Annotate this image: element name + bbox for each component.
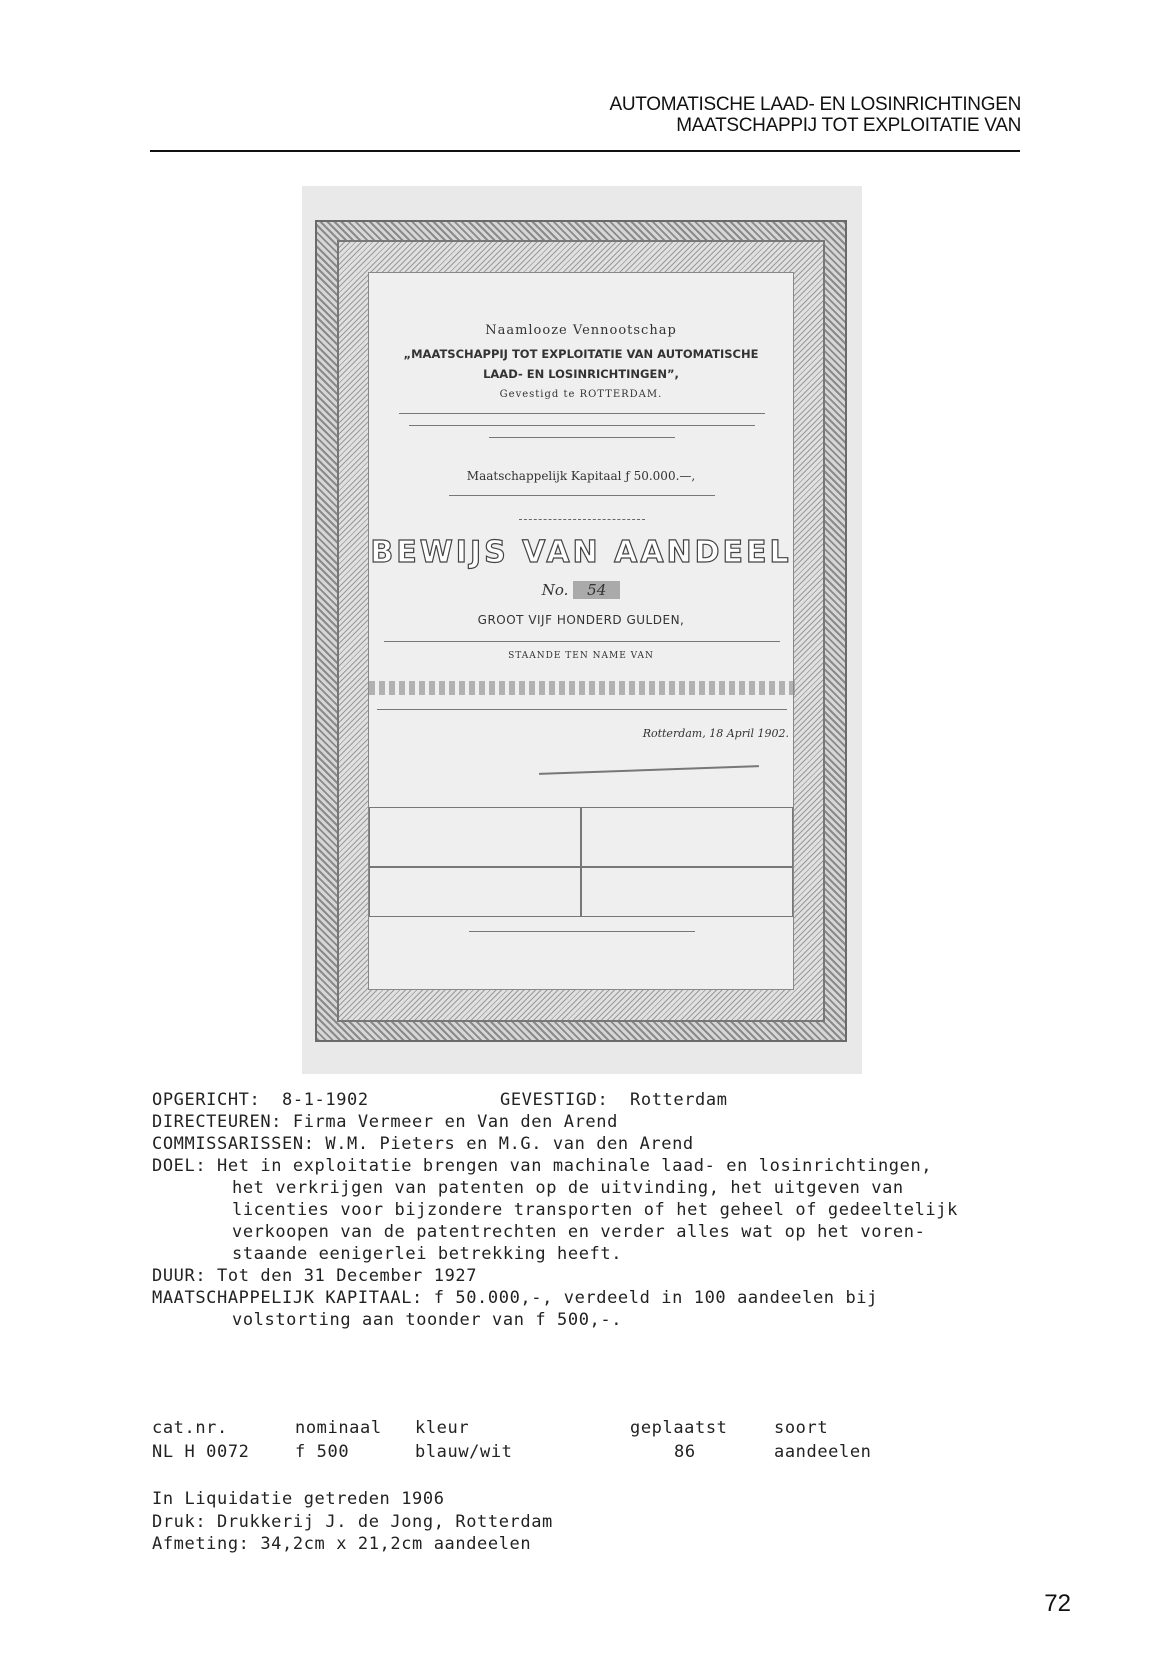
details-duur-row	[152, 1265, 477, 1287]
certificate-payment-box	[369, 807, 581, 867]
certificate-title: BEWIJS VAN AANDEEL	[370, 535, 792, 570]
table-header-nominaal: nominaal	[295, 1418, 382, 1438]
certificate-payment-box	[581, 867, 793, 917]
certificate-fine-print	[377, 709, 787, 710]
opgericht-value: 8-1-1902	[282, 1090, 369, 1110]
kapitaal-line-1: f 50.000,-, verdeeld in 100 aandeelen bij	[433, 1288, 878, 1308]
certificate-number: 54	[573, 581, 620, 599]
table-cell-soort: aandeelen	[774, 1442, 872, 1462]
details-opgericht-row	[152, 1089, 369, 1111]
certificate-fine-print	[384, 641, 780, 642]
certificate-fine-print	[399, 413, 765, 414]
table-header-catnr: cat.nr.	[152, 1418, 228, 1438]
details-doel-line-5	[152, 1243, 622, 1265]
footer-notes	[152, 1488, 553, 1556]
table-header-geplaatst: geplaatst	[630, 1418, 728, 1438]
opgericht-label: OPGERICHT:	[152, 1090, 261, 1110]
details-gevestigd-row	[500, 1089, 728, 1111]
kapitaal-label: MAATSCHAPPELIJK KAPITAAL:	[152, 1288, 423, 1308]
certificate-payment-box	[581, 807, 793, 867]
directeuren-value: Firma Vermeer en Van den Arend	[292, 1112, 618, 1132]
doel-line-2: het verkrijgen van patenten op de uitvinding, het uitgeven van	[232, 1178, 904, 1198]
gevestigd-label: GEVESTIGD:	[500, 1090, 609, 1110]
table-header-soort: soort	[774, 1418, 829, 1438]
details-doel-line-3	[152, 1199, 958, 1221]
doel-line-3: licenties voor bijzondere transporten of het geheel of gedeeltelijk	[232, 1200, 958, 1220]
table-cell-nominaal: f 500	[295, 1442, 350, 1462]
certificate-company-type: Naamlooze Vennootschap	[485, 323, 677, 338]
footer-liquidatie: In Liquidatie getreden 1906	[152, 1489, 445, 1509]
footer-druk: Druk: Drukkerij J. de Jong, Rotterdam	[152, 1511, 553, 1532]
details-doel-line-4	[152, 1221, 925, 1243]
doel-line-4: verkoopen van de patentrechten en verder alles wat op het voren-	[232, 1222, 926, 1242]
certificate-holder-label: STAANDE TEN NAME VAN	[508, 651, 654, 661]
details-doel-line-2	[152, 1177, 904, 1199]
certificate-signature	[539, 765, 759, 775]
directeuren-label: DIRECTEUREN:	[152, 1112, 283, 1132]
certificate-fine-print	[469, 931, 695, 932]
page-header	[609, 94, 1021, 136]
certificate-company-name-2: LAAD- EN LOSINRICHTINGEN”,	[483, 367, 679, 381]
details-commissarissen-row	[152, 1133, 694, 1155]
duur-label: DUUR:	[152, 1266, 207, 1286]
doel-label: DOEL:	[152, 1156, 207, 1176]
certificate-fine-print	[409, 425, 755, 426]
details-doel-row	[152, 1155, 932, 1177]
page-number: 72	[1044, 1590, 1071, 1617]
certificate-body	[368, 272, 794, 990]
commissarissen-label: COMMISSARISSEN:	[152, 1134, 315, 1154]
header-line-2: MAATSCHAPPIJ TOT EXPLOITATIE VAN	[676, 115, 1021, 136]
certificate-number-row	[369, 581, 793, 599]
footer-afmeting: Afmeting: 34,2cm x 21,2cm aandeelen	[152, 1534, 532, 1554]
header-line-1: AUTOMATISCHE LAAD- EN LOSINRICHTINGEN	[609, 94, 1021, 115]
certificate-payment-box	[369, 867, 581, 917]
certificate-amount: GROOT VIJF HONDERD GULDEN,	[477, 613, 685, 627]
certificate-number-label: No.	[541, 581, 569, 599]
certificate-holder-name-handwriting	[369, 681, 795, 695]
header-rule	[150, 150, 1020, 152]
certificate-established: Gevestigd te ROTTERDAM.	[499, 389, 663, 400]
details-kapitaal-line-2	[152, 1309, 622, 1331]
kapitaal-line-2: volstorting aan toonder van f 500,-.	[232, 1310, 623, 1330]
certificate-fine-print	[489, 437, 675, 438]
details-directeuren-row	[152, 1111, 618, 1133]
commissarissen-value: W.M. Pieters en M.G. van den Arend	[325, 1134, 694, 1154]
table-header-kleur: kleur	[415, 1418, 470, 1438]
gevestigd-value: Rotterdam	[630, 1090, 728, 1110]
table-cell-geplaatst: 86	[674, 1442, 696, 1462]
doel-line-5: staande eenigerlei betrekking heeft.	[232, 1244, 623, 1264]
certificate-ornament	[519, 519, 645, 520]
duur-value: Tot den 31 December 1927	[217, 1266, 478, 1286]
table-cell-kleur: blauw/wit	[415, 1442, 513, 1462]
details-kapitaal-row	[152, 1287, 878, 1309]
certificate-place-date: Rotterdam, 18 April 1902.	[642, 727, 789, 740]
certificate-fine-print	[449, 495, 715, 496]
doel-line-1: Het in exploitatie brengen van machinale laad- en losinrichtingen,	[217, 1156, 933, 1176]
certificate-company-name-1: „MAATSCHAPPIJ TOT EXPLOITATIE VAN AUTOMATISCHE	[403, 347, 759, 361]
table-cell-catnr: NL H 0072	[152, 1442, 250, 1462]
certificate-capital: Maatschappelijk Kapitaal ƒ 50.000.—,	[466, 469, 696, 483]
